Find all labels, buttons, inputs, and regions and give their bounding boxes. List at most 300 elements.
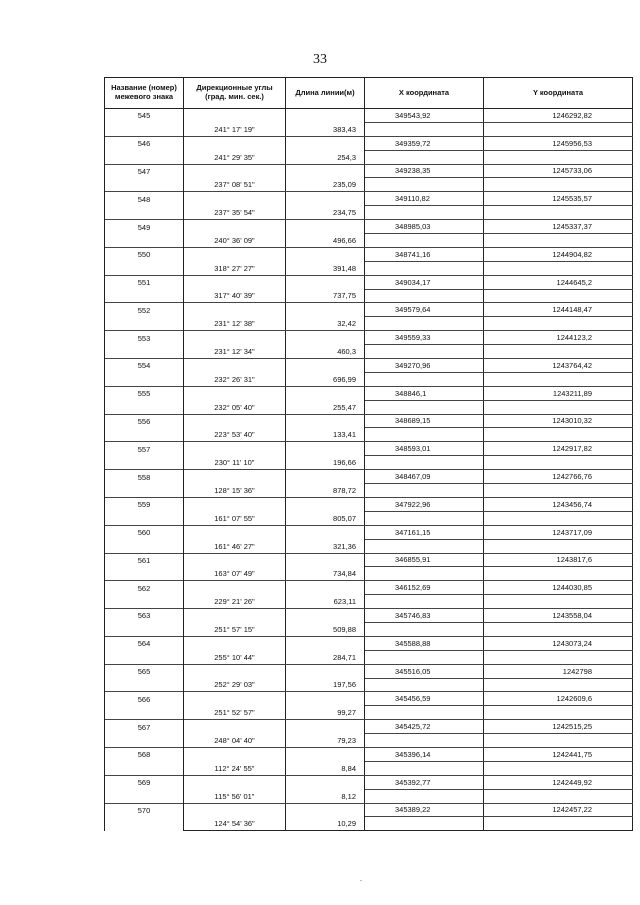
angle-cell: [184, 775, 286, 789]
table-row: [105, 289, 633, 303]
table-row: [105, 359, 633, 373]
table-row: [105, 428, 633, 442]
point-name-cell: 555: [105, 386, 184, 400]
point-name-cell: [105, 595, 184, 609]
table-body: [105, 109, 633, 831]
length-cell: [286, 442, 365, 456]
table-row: [105, 789, 633, 803]
point-name-cell: 545: [105, 109, 184, 123]
angle-cell: 229° 21' 26": [184, 595, 286, 609]
y-coordinate-cell: 1242766,76: [484, 470, 633, 484]
angle-cell: 240° 36' 09": [184, 234, 286, 248]
point-name-cell: [105, 289, 184, 303]
x-coordinate-cell: [365, 734, 484, 748]
point-name-cell: [105, 122, 184, 136]
table-row: [105, 497, 633, 511]
x-coordinate-cell: 345389,22: [365, 803, 484, 817]
y-coordinate-cell: [484, 567, 633, 581]
length-cell: 197,56: [286, 678, 365, 692]
length-cell: [286, 414, 365, 428]
angle-cell: [184, 247, 286, 261]
table-row: [105, 484, 633, 498]
header-x-coordinate: X координата: [365, 78, 484, 109]
point-name-cell: [105, 650, 184, 664]
y-coordinate-cell: 1242449,92: [484, 775, 633, 789]
y-coordinate-cell: 1243764,42: [484, 359, 633, 373]
x-coordinate-cell: 349110,82: [365, 192, 484, 206]
y-coordinate-cell: 1243456,74: [484, 497, 633, 511]
x-coordinate-cell: 349034,17: [365, 275, 484, 289]
length-cell: 509,88: [286, 622, 365, 636]
y-coordinate-cell: [484, 150, 633, 164]
point-name-cell: [105, 484, 184, 498]
y-coordinate-cell: 1245535,57: [484, 192, 633, 206]
x-coordinate-cell: [365, 650, 484, 664]
y-coordinate-cell: [484, 206, 633, 220]
angle-cell: 241° 17' 19": [184, 122, 286, 136]
angle-cell: [184, 525, 286, 539]
header-direction-angle: Дирекционные углы (град. мин. сек.): [184, 78, 286, 109]
length-cell: [286, 720, 365, 734]
angle-cell: [184, 720, 286, 734]
angle-cell: [184, 803, 286, 817]
point-name-cell: 566: [105, 692, 184, 706]
y-coordinate-cell: [484, 122, 633, 136]
x-coordinate-cell: 349238,35: [365, 164, 484, 178]
y-coordinate-cell: 1244645,2: [484, 275, 633, 289]
point-name-cell: [105, 789, 184, 803]
point-name-cell: [105, 428, 184, 442]
angle-cell: 237° 08' 51": [184, 178, 286, 192]
y-coordinate-cell: 1242457,22: [484, 803, 633, 817]
table-row: [105, 192, 633, 206]
table-row: [105, 178, 633, 192]
y-coordinate-cell: [484, 650, 633, 664]
point-name-cell: [105, 678, 184, 692]
point-name-cell: 564: [105, 636, 184, 650]
table-row: [105, 331, 633, 345]
length-cell: [286, 220, 365, 234]
length-cell: 284,71: [286, 650, 365, 664]
table-row: [105, 636, 633, 650]
angle-cell: 255° 10' 44": [184, 650, 286, 664]
angle-cell: 231° 12' 34": [184, 345, 286, 359]
length-cell: [286, 275, 365, 289]
table-row: [105, 609, 633, 623]
y-coordinate-cell: 1244148,47: [484, 303, 633, 317]
y-coordinate-cell: [484, 622, 633, 636]
angle-cell: 251° 52' 57": [184, 706, 286, 720]
angle-cell: 124° 54' 36": [184, 817, 286, 831]
angle-cell: 161° 46' 27": [184, 539, 286, 553]
x-coordinate-cell: 345425,72: [365, 720, 484, 734]
point-name-cell: [105, 456, 184, 470]
point-name-cell: [105, 817, 184, 831]
length-cell: [286, 359, 365, 373]
y-coordinate-cell: 1243211,89: [484, 386, 633, 400]
point-name-cell: [105, 317, 184, 331]
coordinates-table: [104, 77, 633, 831]
table-row: [105, 720, 633, 734]
length-cell: 10,29: [286, 817, 365, 831]
point-name-cell: 567: [105, 720, 184, 734]
page-number: 33: [313, 52, 327, 67]
x-coordinate-cell: [365, 456, 484, 470]
y-coordinate-cell: 1245337,37: [484, 220, 633, 234]
point-name-cell: 570: [105, 803, 184, 817]
point-name-cell: [105, 150, 184, 164]
length-cell: [286, 664, 365, 678]
x-coordinate-cell: 349270,96: [365, 359, 484, 373]
y-coordinate-cell: [484, 372, 633, 386]
point-name-cell: [105, 706, 184, 720]
angle-cell: 237° 35' 54": [184, 206, 286, 220]
y-coordinate-cell: [484, 706, 633, 720]
table-row: [105, 470, 633, 484]
table-row: [105, 220, 633, 234]
x-coordinate-cell: [365, 678, 484, 692]
table-row: [105, 372, 633, 386]
length-cell: 460,3: [286, 345, 365, 359]
x-coordinate-cell: 349359,72: [365, 136, 484, 150]
point-name-cell: 554: [105, 359, 184, 373]
point-name-cell: [105, 234, 184, 248]
length-cell: 234,75: [286, 206, 365, 220]
table-row: [105, 581, 633, 595]
x-coordinate-cell: 345746,83: [365, 609, 484, 623]
table-row: [105, 567, 633, 581]
point-name-cell: 548: [105, 192, 184, 206]
table-row: [105, 345, 633, 359]
point-name-cell: [105, 372, 184, 386]
x-coordinate-cell: 348593,01: [365, 442, 484, 456]
y-coordinate-cell: 1244030,85: [484, 581, 633, 595]
x-coordinate-cell: [365, 317, 484, 331]
x-coordinate-cell: [365, 761, 484, 775]
length-cell: 99,27: [286, 706, 365, 720]
x-coordinate-cell: 349559,33: [365, 331, 484, 345]
length-cell: [286, 247, 365, 261]
table-row: [105, 386, 633, 400]
x-coordinate-cell: 345516,05: [365, 664, 484, 678]
y-coordinate-cell: [484, 789, 633, 803]
table-row: [105, 247, 633, 261]
length-cell: [286, 192, 365, 206]
y-coordinate-cell: [484, 234, 633, 248]
length-cell: 133,41: [286, 428, 365, 442]
length-cell: 235,09: [286, 178, 365, 192]
x-coordinate-cell: 349543,92: [365, 109, 484, 123]
x-coordinate-cell: [365, 289, 484, 303]
y-coordinate-cell: 1244123,2: [484, 331, 633, 345]
length-cell: [286, 747, 365, 761]
x-coordinate-cell: 345396,14: [365, 747, 484, 761]
point-name-cell: [105, 622, 184, 636]
point-name-cell: 565: [105, 664, 184, 678]
point-name-cell: 560: [105, 525, 184, 539]
angle-cell: 317° 40' 39": [184, 289, 286, 303]
x-coordinate-cell: 348741,16: [365, 247, 484, 261]
table-row: [105, 734, 633, 748]
length-cell: 696,99: [286, 372, 365, 386]
length-cell: 496,66: [286, 234, 365, 248]
table-row: [105, 511, 633, 525]
length-cell: 8,84: [286, 761, 365, 775]
table-row: [105, 317, 633, 331]
y-coordinate-cell: 1243010,32: [484, 414, 633, 428]
length-cell: [286, 692, 365, 706]
table-row: [105, 303, 633, 317]
angle-cell: [184, 303, 286, 317]
table-row: [105, 275, 633, 289]
y-coordinate-cell: 1243717,09: [484, 525, 633, 539]
y-coordinate-cell: [484, 484, 633, 498]
y-coordinate-cell: 1242609,6: [484, 692, 633, 706]
angle-cell: 115° 56' 01": [184, 789, 286, 803]
x-coordinate-cell: [365, 261, 484, 275]
x-coordinate-cell: [365, 428, 484, 442]
table-row: [105, 650, 633, 664]
x-coordinate-cell: [365, 150, 484, 164]
y-coordinate-cell: 1243558,04: [484, 609, 633, 623]
table-row: [105, 456, 633, 470]
y-coordinate-cell: [484, 761, 633, 775]
x-coordinate-cell: [365, 178, 484, 192]
table-header-row: [105, 78, 633, 109]
angle-cell: 223° 53' 40": [184, 428, 286, 442]
x-coordinate-cell: [365, 122, 484, 136]
length-cell: 383,43: [286, 122, 365, 136]
x-coordinate-cell: 345392,77: [365, 775, 484, 789]
angle-cell: 231° 12' 38": [184, 317, 286, 331]
x-coordinate-cell: [365, 817, 484, 831]
table-row: [105, 122, 633, 136]
y-coordinate-cell: 1242441,75: [484, 747, 633, 761]
y-coordinate-cell: 1242515,25: [484, 720, 633, 734]
angle-cell: [184, 359, 286, 373]
x-coordinate-cell: [365, 789, 484, 803]
point-name-cell: 569: [105, 775, 184, 789]
angle-cell: 112° 24' 55": [184, 761, 286, 775]
x-coordinate-cell: 348467,09: [365, 470, 484, 484]
point-name-cell: 546: [105, 136, 184, 150]
x-coordinate-cell: 348846,1: [365, 386, 484, 400]
x-coordinate-cell: 347922,96: [365, 497, 484, 511]
table-row: [105, 261, 633, 275]
x-coordinate-cell: 348689,15: [365, 414, 484, 428]
length-cell: [286, 636, 365, 650]
length-cell: 734,84: [286, 567, 365, 581]
y-coordinate-cell: [484, 456, 633, 470]
length-cell: 391,48: [286, 261, 365, 275]
length-cell: [286, 581, 365, 595]
angle-cell: [184, 747, 286, 761]
length-cell: [286, 803, 365, 817]
x-coordinate-cell: [365, 706, 484, 720]
x-coordinate-cell: [365, 206, 484, 220]
length-cell: 254,3: [286, 150, 365, 164]
length-cell: 8,12: [286, 789, 365, 803]
angle-cell: [184, 275, 286, 289]
y-coordinate-cell: 1244904,82: [484, 247, 633, 261]
y-coordinate-cell: 1243073,24: [484, 636, 633, 650]
point-name-cell: 547: [105, 164, 184, 178]
length-cell: [286, 136, 365, 150]
length-cell: 321,36: [286, 539, 365, 553]
angle-cell: [184, 553, 286, 567]
table-row: [105, 817, 633, 831]
angle-cell: [184, 414, 286, 428]
y-coordinate-cell: [484, 428, 633, 442]
angle-cell: [184, 220, 286, 234]
y-coordinate-cell: [484, 400, 633, 414]
point-name-cell: [105, 734, 184, 748]
angle-cell: [184, 164, 286, 178]
table-row: [105, 622, 633, 636]
point-name-cell: [105, 400, 184, 414]
angle-cell: 248° 04' 40": [184, 734, 286, 748]
point-name-cell: 556: [105, 414, 184, 428]
point-name-cell: [105, 539, 184, 553]
table-row: [105, 150, 633, 164]
header-y-coordinate: Y координата: [484, 78, 633, 109]
length-cell: 737,75: [286, 289, 365, 303]
table-row: [105, 109, 633, 123]
x-coordinate-cell: [365, 622, 484, 636]
x-coordinate-cell: 347161,15: [365, 525, 484, 539]
angle-cell: [184, 386, 286, 400]
angle-cell: [184, 470, 286, 484]
x-coordinate-cell: 345588,88: [365, 636, 484, 650]
angle-cell: 318° 27' 27": [184, 261, 286, 275]
point-name-cell: 553: [105, 331, 184, 345]
table-row: [105, 747, 633, 761]
x-coordinate-cell: [365, 345, 484, 359]
angle-cell: 252° 29' 03": [184, 678, 286, 692]
table-row: [105, 803, 633, 817]
table-row: [105, 595, 633, 609]
x-coordinate-cell: 346855,91: [365, 553, 484, 567]
angle-cell: [184, 692, 286, 706]
header-point-name: Название (номер) межевого знака: [105, 78, 184, 109]
angle-cell: 163° 07' 49": [184, 567, 286, 581]
table-row: [105, 692, 633, 706]
angle-cell: 128° 15' 36": [184, 484, 286, 498]
y-coordinate-cell: 1243817,6: [484, 553, 633, 567]
table-row: [105, 525, 633, 539]
point-name-cell: [105, 178, 184, 192]
point-name-cell: 549: [105, 220, 184, 234]
table-row: [105, 664, 633, 678]
point-name-cell: 561: [105, 553, 184, 567]
y-coordinate-cell: [484, 511, 633, 525]
point-name-cell: 563: [105, 609, 184, 623]
table-row: [105, 136, 633, 150]
x-coordinate-cell: [365, 484, 484, 498]
angle-cell: 232° 05' 40": [184, 400, 286, 414]
x-coordinate-cell: [365, 595, 484, 609]
y-coordinate-cell: [484, 261, 633, 275]
table-row: [105, 553, 633, 567]
y-coordinate-cell: 1245733,06: [484, 164, 633, 178]
point-name-cell: [105, 511, 184, 525]
x-coordinate-cell: [365, 400, 484, 414]
table-row: [105, 678, 633, 692]
table-row: [105, 539, 633, 553]
length-cell: [286, 609, 365, 623]
angle-cell: [184, 609, 286, 623]
x-coordinate-cell: [365, 234, 484, 248]
y-coordinate-cell: [484, 734, 633, 748]
table-row: [105, 775, 633, 789]
x-coordinate-cell: [365, 372, 484, 386]
y-coordinate-cell: [484, 539, 633, 553]
point-name-cell: 559: [105, 497, 184, 511]
length-cell: [286, 109, 365, 123]
y-coordinate-cell: [484, 678, 633, 692]
length-cell: [286, 470, 365, 484]
table-row: [105, 400, 633, 414]
y-coordinate-cell: 1245956,53: [484, 136, 633, 150]
angle-cell: 230° 11' 10": [184, 456, 286, 470]
y-coordinate-cell: [484, 595, 633, 609]
angle-cell: 251° 57' 15": [184, 622, 286, 636]
angle-cell: [184, 442, 286, 456]
angle-cell: [184, 497, 286, 511]
point-name-cell: [105, 206, 184, 220]
angle-cell: [184, 109, 286, 123]
angle-cell: [184, 664, 286, 678]
x-coordinate-cell: 345456,59: [365, 692, 484, 706]
y-coordinate-cell: [484, 317, 633, 331]
table-row: [105, 206, 633, 220]
point-name-cell: 552: [105, 303, 184, 317]
length-cell: [286, 331, 365, 345]
table-row: [105, 442, 633, 456]
length-cell: [286, 386, 365, 400]
length-cell: 196,66: [286, 456, 365, 470]
x-coordinate-cell: 349579,64: [365, 303, 484, 317]
angle-cell: 161° 07' 55": [184, 511, 286, 525]
y-coordinate-cell: 1242798: [484, 664, 633, 678]
point-name-cell: [105, 761, 184, 775]
angle-cell: 241° 29' 35": [184, 150, 286, 164]
table-row: [105, 414, 633, 428]
table-row: [105, 164, 633, 178]
length-cell: 255,47: [286, 400, 365, 414]
angle-cell: [184, 331, 286, 345]
length-cell: [286, 553, 365, 567]
x-coordinate-cell: 346152,69: [365, 581, 484, 595]
length-cell: 878,72: [286, 484, 365, 498]
y-coordinate-cell: [484, 345, 633, 359]
y-coordinate-cell: 1246292,82: [484, 109, 633, 123]
scan-speck: [360, 880, 362, 881]
table-row: [105, 706, 633, 720]
x-coordinate-cell: [365, 511, 484, 525]
angle-cell: [184, 136, 286, 150]
point-name-cell: 551: [105, 275, 184, 289]
length-cell: 805,07: [286, 511, 365, 525]
y-coordinate-cell: [484, 178, 633, 192]
point-name-cell: [105, 567, 184, 581]
y-coordinate-cell: 1242917,82: [484, 442, 633, 456]
point-name-cell: [105, 345, 184, 359]
length-cell: 623,11: [286, 595, 365, 609]
angle-cell: [184, 636, 286, 650]
length-cell: [286, 525, 365, 539]
point-name-cell: 558: [105, 470, 184, 484]
